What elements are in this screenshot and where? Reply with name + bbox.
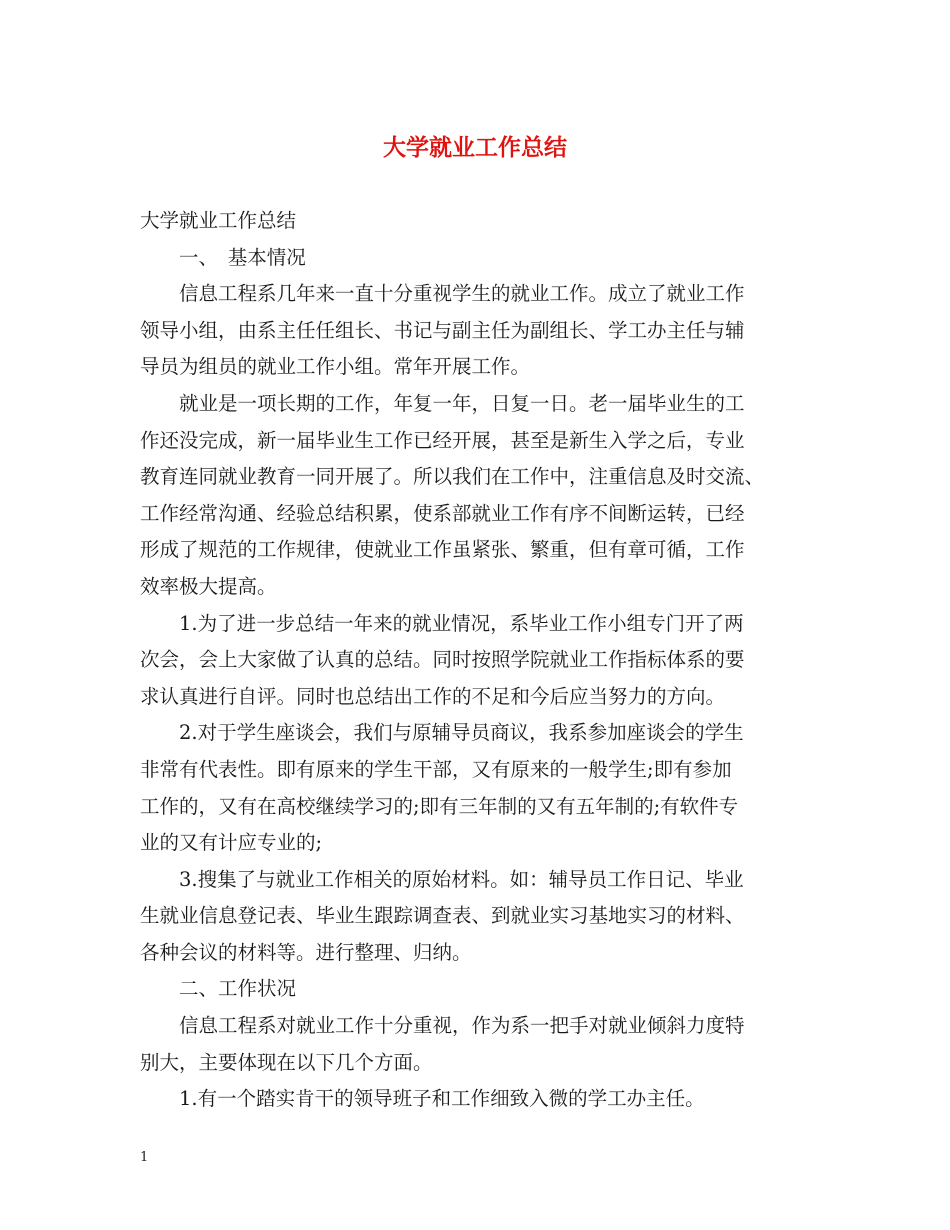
text-line: 工作经常沟通、经验总结积累，使系部就业工作有序不间断运转，已经: [140, 501, 745, 525]
text-line: 次会，会上大家做了认真的总结。同时按照学院就业工作指标体系的要: [140, 648, 745, 672]
text-line: 2.对于学生座谈会，我们与原辅导员商议，我系参加座谈会的学生: [140, 721, 744, 745]
text-line: 一、 基本情况: [140, 245, 306, 269]
text-line: 别大，主要体现在以下几个方面。: [140, 1050, 433, 1074]
text-line: 生就业信息登记表、毕业生跟踪调查表、到就业实习基地实习的材料、: [140, 904, 745, 928]
text-line: 业的又有计应专业的;: [140, 831, 323, 855]
text-line: 非常有代表性。即有原来的学生干部，又有原来的一般学生;即有参加: [140, 757, 732, 781]
text-line: 信息工程系对就业工作十分重视，作为系一把手对就业倾斜力度特: [140, 1014, 745, 1038]
text-line: 信息工程系几年来一直十分重视学生的就业工作。成立了就业工作: [140, 282, 745, 306]
text-line: 各种会议的材料等。进行整理、归纳。: [140, 940, 472, 964]
text-line: 作还没完成，新一届毕业生工作已经开展，甚至是新生入学之后，专业: [140, 428, 745, 452]
text-line: 教育连同就业教育一同开展了。所以我们在工作中，注重信息及时交流、: [140, 465, 765, 489]
text-line: 工作的，又有在高校继续学习的;即有三年制的又有五年制的;有软件专: [140, 794, 739, 818]
text-line: 形成了规范的工作规律，使就业工作虽紧张、繁重，但有章可循，工作: [140, 538, 745, 562]
text-line: 大学就业工作总结: [140, 209, 297, 232]
document-body: [140, 203, 815, 1118]
text-line: 1.有一个踏实肯干的领导班子和工作细致入微的学工办主任。: [140, 1087, 705, 1111]
text-line: 二、工作状况: [140, 977, 297, 1001]
text-line: 就业是一项长期的工作，年复一年，日复一日。老一届毕业生的工: [140, 391, 745, 415]
text-line: 3.搜集了与就业工作相关的原始材料。如：辅导员工作日记、毕业: [140, 867, 744, 891]
page-number: 1: [140, 1150, 149, 1165]
text-line: 导员为组员的就业工作小组。常年开展工作。: [140, 355, 531, 379]
text-line: 效率极大提高。: [140, 574, 277, 598]
document-title: 大学就业工作总结: [383, 134, 567, 161]
text-line: 1.为了进一步总结一年来的就业情况，系毕业工作小组专门开了两: [140, 611, 744, 635]
text-line: 领导小组，由系主任任组长、书记与副主任为副组长、学工办主任与辅: [140, 318, 745, 342]
text-line: 求认真进行自评。同时也总结出工作的不足和今后应当努力的方向。: [140, 684, 726, 708]
